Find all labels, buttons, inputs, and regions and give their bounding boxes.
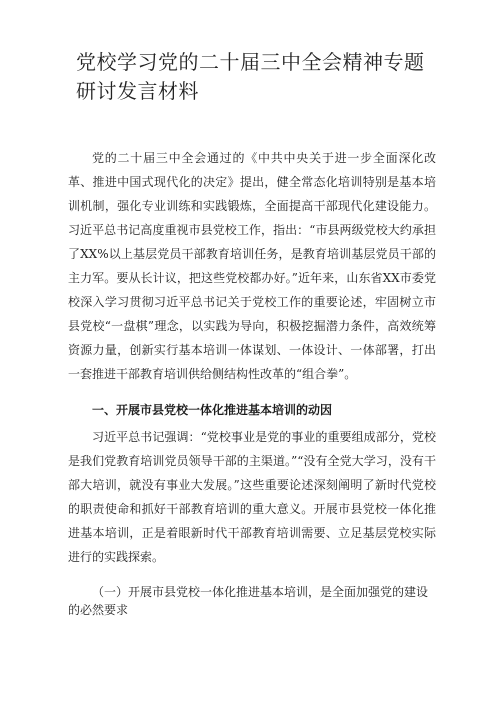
subsection-heading: （一）开展市县党校一体化推进基本培训，是全面加强党的建设的必然要求	[68, 585, 429, 617]
document-title: 党校学习党的二十届三中全会精神专题研讨发言材料	[76, 50, 425, 103]
spacer	[68, 386, 436, 392]
intro-paragraph: 党的二十届三中全会通过的《中共中央关于进一步全面深化改革、推进中国式现代化的决定》提出，健全常态化培训特别是基本培训机制，强化专业训练和实践锻炼，全面提高干部现代化建设能力。习近平总书记高度重视市县党校工作，指出：“市县两级党校大约承担了XX%以上基层党员干部教育培训任务，是教育培训基层党员干部的主力军。要从长计议，把这些党校都办好。”近年来，山东省XX市委党校深入学习贯彻习近平总书记关于党校工作的重要论述，牢固树立市县党校“一盘棋”理念，以实践为导向，积极挖掘潜力条件，高效统筹资源力量，创新实行基本培训一体谋划、一体设计、一体部署，打出一套推进干部教育培训供给侧结构性改革的“组合拳”。	[68, 151, 436, 381]
section-heading: 一、开展市县党校一体化推进基本培训的动因	[92, 403, 333, 417]
body-paragraph: 习近平总书记强调：“党校事业是党的事业的重要组成部分，党校是我们党教育培训党员领导干部的主渠道。”“没有全党大学习，没有干部大培训，就没有事业大发展。”这些重要论述深刻阐明了新时代党校的职责使命和抓好干部教育培训的重大意义。开展市县党校一体化推进基本培训，正是着眼新时代干部教育培训需要、立足基层党校实际进行的实践探索。	[68, 430, 436, 564]
